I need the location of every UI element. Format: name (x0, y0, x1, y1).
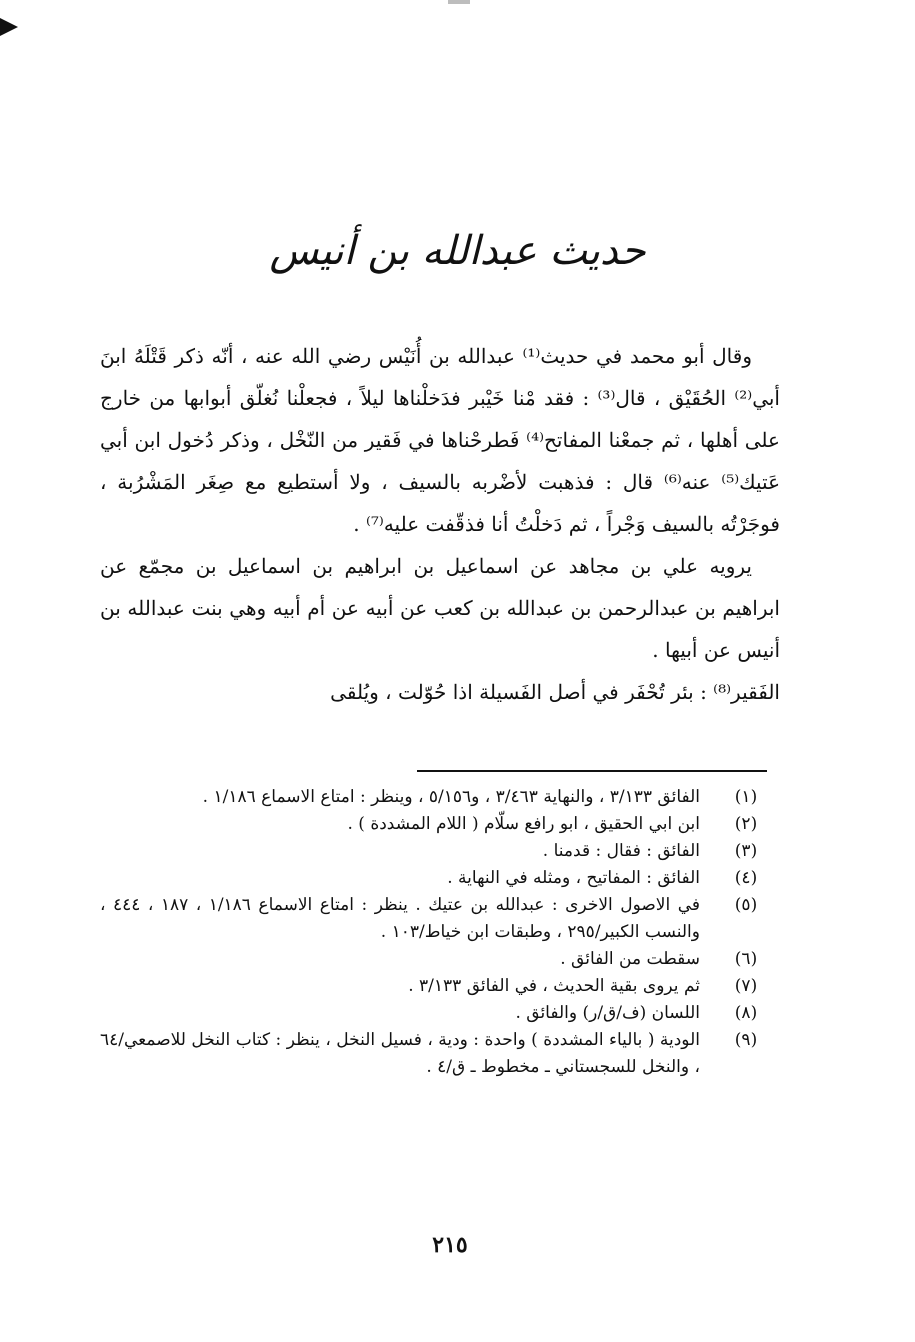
footnote-text: في الاصول الاخرى : عبدالله بن عتيك . ينظر : امتاع الاسماع ١/١٨٦ ، ١٨٧ ، ٤٤٤ ، والنسب الكبير/٢٩٥ ، وطبقات ابن خياط/١٠٣ . (100, 895, 700, 942)
footnote-number: (٨) (734, 1003, 758, 1023)
top-scan-mark (448, 0, 470, 4)
chapter-title: حديث عبدالله بن أنيس (269, 228, 646, 274)
footnote-2 (100, 811, 790, 838)
page-number: ٢١٥ (432, 1232, 468, 1258)
footnote-number: (٢) (734, 814, 758, 834)
footnote-3 (100, 838, 790, 865)
footnote-text: الفائق ٣/١٣٣ ، والنهاية ٣/٤٦٣ ، و٥/١٥٦ ، وينظر : امتاع الاسماع ١/١٨٦ . (202, 787, 700, 807)
footnote-8 (100, 1000, 790, 1027)
footnotes (100, 784, 790, 1081)
footnote-text: الودية ( بالياء المشددة ) واحدة : ودية ، فسيل النخل ، ينظر : كتاب النخل للاصمعي/٦٤ ، والنخل للسجستاني ـ مخطوط ـ ق/٤ . (100, 1030, 700, 1077)
footnote-1 (100, 784, 790, 811)
footnote-text: الفائق : المفاتيح ، ومثله في النهاية . (447, 868, 700, 888)
footnote-7 (100, 973, 790, 1000)
footnote-number: (٦) (734, 949, 758, 969)
footnote-9 (100, 1027, 790, 1081)
footnote-number: (٩) (734, 1030, 758, 1050)
footnote-5 (100, 892, 790, 946)
footnote-separator (417, 770, 767, 772)
footnote-number: (٧) (734, 976, 758, 996)
corner-arrow-mark (0, 18, 18, 36)
footnote-number: (٣) (734, 841, 758, 861)
footnote-text: ابن ابي الحقيق ، ابو رافع سلّام ( اللام المشددة ) . (347, 814, 700, 834)
footnote-number: (٥) (734, 895, 758, 915)
footnote-text: ثم يروى بقية الحديث ، في الفائق ٣/١٣٣ . (408, 976, 700, 996)
footnote-text: سقطت من الفائق . (560, 949, 700, 969)
paragraph-1: وقال أبو محمد في حديث⁽¹⁾ عبدالله بن أُنَيْس رضي الله عنه ، أنّه ذكر قَتْلَهُ ابنَ أبي⁽²⁾ الحُقَيْق ، قال⁽³⁾ : فقد مْنا خَيْبر فدَخلْناها ليلاً ، فجعلْنا نُغلّق أبوابها من خارج على أهلها ، ثم جمعْنا المفاتح⁽⁴⁾ فَطرحْناها في فَقير من النّخْل ، وذكر دُخول ابن أبي عَتيك⁽⁵⁾ عنه⁽⁶⁾ قال : فذهبت لأضْربه بالسيف ، ولا أستطيع مع صِغَر المَشْرُبة ، فوجَرْتُه بالسيف وَجْراً ، ثم دَخلْتُ أنا فذقّفت عليه⁽⁷⁾ . (100, 344, 781, 536)
footnote-number: (٤) (734, 868, 758, 888)
footnote-text: الفائق : فقال : قدمنا . (542, 841, 700, 861)
footnote-6 (100, 946, 790, 973)
footnote-number: (١) (734, 787, 758, 807)
footnote-text: اللسان (ف/ق/ر) والفائق . (515, 1003, 700, 1023)
paragraph-3: الفَقير⁽⁸⁾ : بئر تُحْفَر في أصل الفَسيلة اذا حُوّلت ، ويُلقى (330, 680, 780, 704)
main-text (100, 335, 780, 713)
paragraph-2: يرويه علي بن مجاهد عن اسماعيل بن ابراهيم بن اسماعيل بن مجمّع عن ابراهيم بن عبدالرحمن بن عبدالله بن كعب عن أبيه عن أم أبيه وهي بنت عبدالله بن أنيس عن أبيها . (100, 554, 780, 662)
footnote-4 (100, 865, 790, 892)
